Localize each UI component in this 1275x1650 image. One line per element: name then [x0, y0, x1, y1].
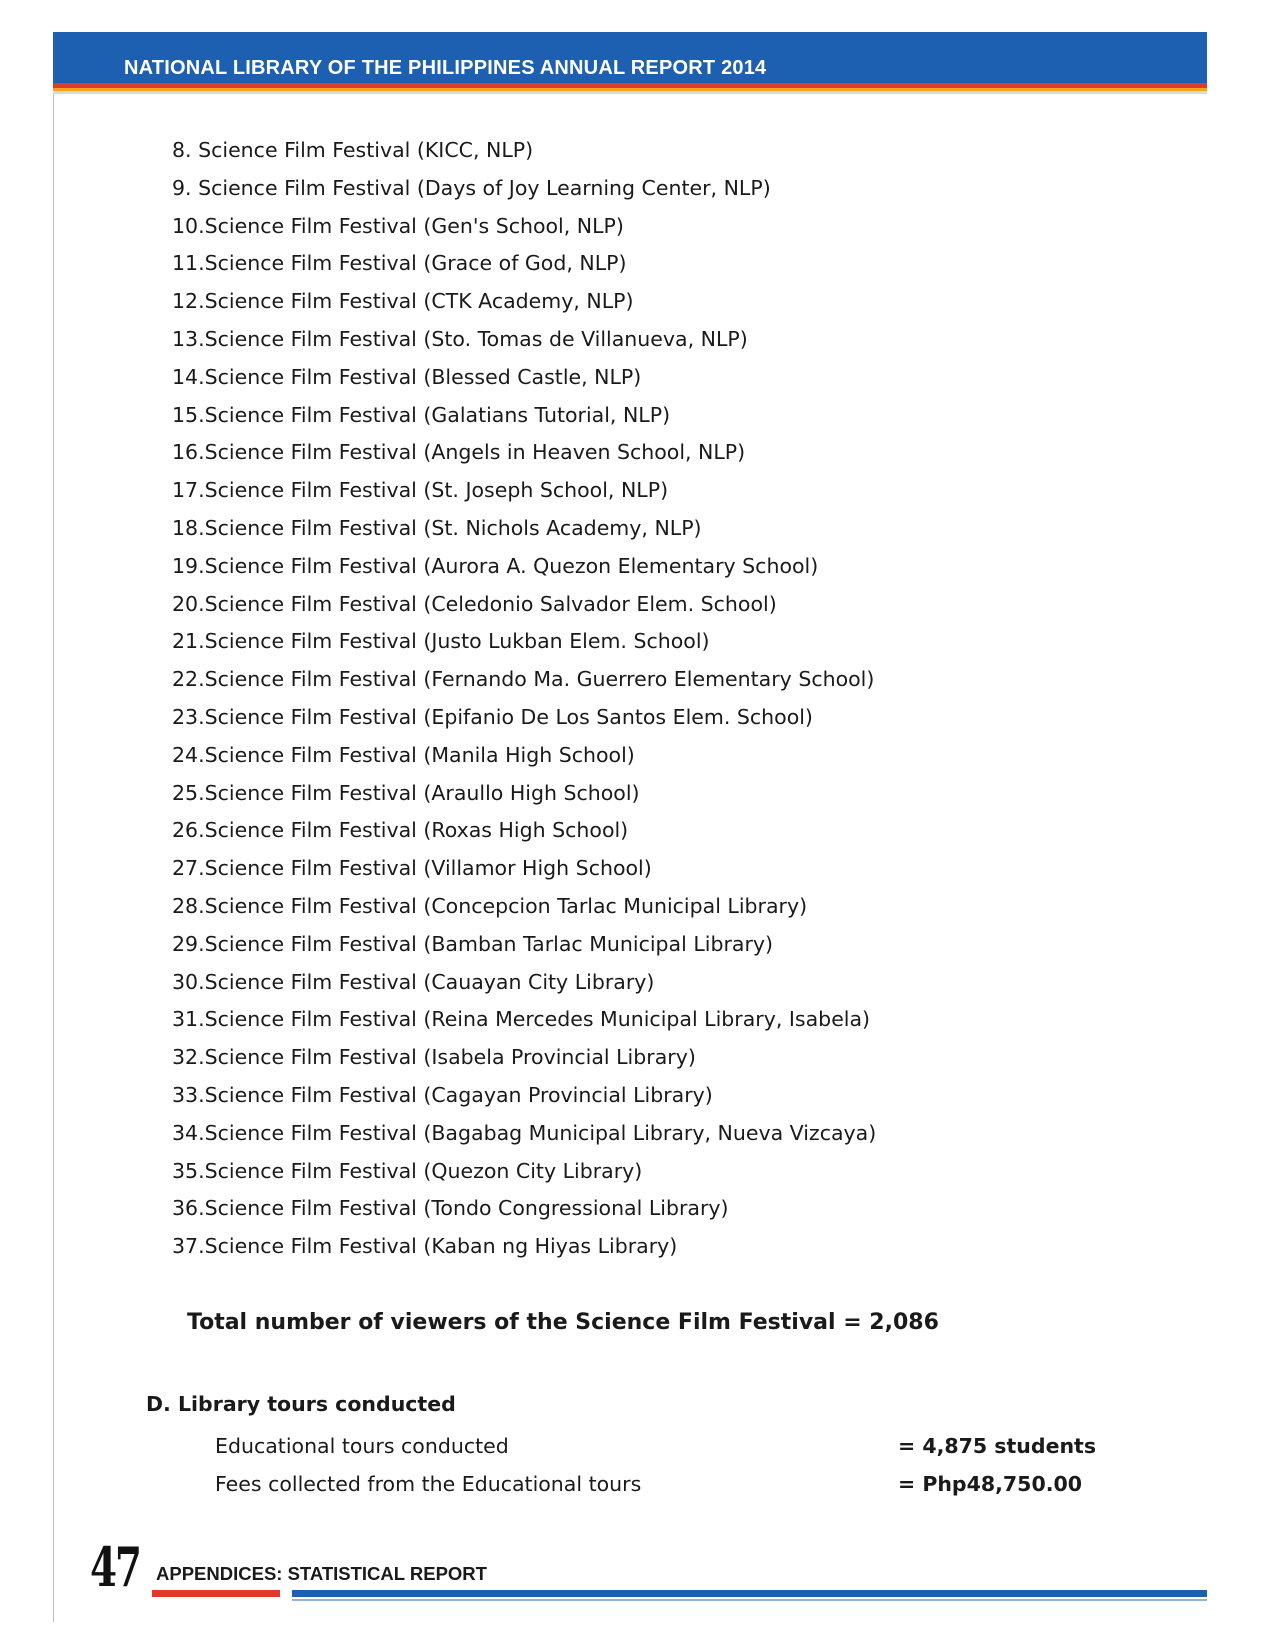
list-item — [172, 737, 876, 775]
tour-row-label: Educational tours conducted — [215, 1434, 509, 1458]
page-margin-rule — [53, 32, 54, 1622]
list-item — [172, 1077, 876, 1115]
list-item — [172, 1153, 876, 1191]
list-item-number: 12. — [172, 289, 205, 314]
list-item — [172, 926, 876, 964]
list-item-number: 24. — [172, 742, 205, 767]
list-item-text: Science Film Festival (Angels in Heaven School, NLP) — [204, 440, 746, 465]
list-item — [172, 397, 876, 435]
list-item-number: 14. — [172, 364, 205, 389]
list-item — [172, 1001, 876, 1039]
list-item-text: Science Film Festival (St. Joseph School, NLP) — [204, 478, 669, 503]
list-item — [172, 661, 876, 699]
tour-row-fees-collected — [215, 1465, 1115, 1503]
list-item-text: Science Film Festival (CTK Academy, NLP) — [204, 289, 634, 314]
list-item-number: 8. — [172, 138, 192, 162]
list-item-text: Science Film Festival (Galatians Tutorial, NLP) — [204, 402, 671, 427]
list-item — [172, 699, 876, 737]
library-tours-heading: D. Library tours conducted — [146, 1392, 456, 1416]
tour-row-value: = 4,875 students — [898, 1434, 1097, 1458]
list-item-number: 28. — [172, 893, 205, 918]
footer-red-bar — [152, 1590, 280, 1597]
footer-thin-bar — [292, 1599, 1207, 1601]
list-item-text: Science Film Festival (Celedonio Salvador Elem. School) — [204, 591, 777, 616]
page-number: 47 — [90, 1535, 140, 1599]
list-item-number: 27. — [172, 856, 205, 881]
list-item-number: 19. — [172, 553, 205, 578]
list-item-text: Science Film Festival (Fernando Ma. Guerrero Elementary School) — [204, 667, 875, 692]
list-item — [172, 1228, 876, 1266]
list-item-number: 23. — [172, 704, 205, 729]
list-item-text: Science Film Festival (Concepcion Tarlac Municipal Library) — [204, 893, 808, 918]
list-item-number: 15. — [172, 402, 205, 427]
list-item-number: 11. — [172, 251, 205, 276]
list-item — [172, 132, 876, 170]
tour-row-educational-tours — [215, 1427, 1115, 1465]
header-shadow-stripe — [53, 91, 1207, 94]
list-item — [172, 510, 876, 548]
list-item — [172, 321, 876, 359]
list-item — [172, 472, 876, 510]
list-item-number: 20. — [172, 591, 205, 616]
list-item-number: 30. — [172, 969, 205, 994]
list-item-number: 22. — [172, 667, 205, 692]
list-item-text: Science Film Festival (Gen's School, NLP) — [204, 213, 624, 238]
list-item-text: Science Film Festival (Cagayan Provincial Library) — [204, 1082, 713, 1107]
list-item-text: Science Film Festival (Justo Lukban Elem. School) — [204, 629, 710, 654]
list-item — [172, 170, 876, 208]
list-item — [172, 1115, 876, 1153]
list-item-text: Science Film Festival (Epifanio De Los Santos Elem. School) — [204, 704, 813, 729]
footer-blue-bar — [292, 1590, 1207, 1597]
list-item — [172, 964, 876, 1002]
list-item-number: 25. — [172, 780, 205, 805]
list-item-number: 9. — [172, 175, 192, 200]
list-item-text: Science Film Festival (Grace of God, NLP) — [204, 251, 627, 276]
list-item-text: Science Film Festival (Bamban Tarlac Municipal Library) — [204, 931, 774, 956]
list-item — [172, 812, 876, 850]
list-item — [172, 1190, 876, 1228]
list-item-number: 31. — [172, 1007, 205, 1032]
list-item-text: Science Film Festival (Days of Joy Learning Center, NLP) — [198, 175, 771, 200]
list-item-text: Science Film Festival (Villamor High School) — [204, 856, 652, 881]
list-item-text: Science Film Festival (Bagabag Municipal Library, Nueva Vizcaya) — [204, 1120, 877, 1145]
list-item-text: Science Film Festival (St. Nichols Academy, NLP) — [204, 515, 702, 540]
list-item-text: Science Film Festival (Tondo Congressional Library) — [204, 1196, 729, 1221]
list-item-text: Science Film Festival (Isabela Provincial Library) — [204, 1045, 696, 1070]
list-item — [172, 434, 876, 472]
festival-list — [172, 132, 876, 1266]
list-item — [172, 586, 876, 624]
list-item-text: Science Film Festival (Aurora A. Quezon Elementary School) — [204, 553, 819, 578]
list-item-text: Science Film Festival (Manila High School) — [204, 742, 635, 767]
list-item — [172, 850, 876, 888]
list-item — [172, 888, 876, 926]
list-item-text: Science Film Festival (Blessed Castle, NLP) — [204, 364, 642, 389]
list-item-text: Science Film Festival (Roxas High School) — [204, 818, 629, 843]
list-item-text: Science Film Festival (Kaban ng Hiyas Library) — [204, 1234, 678, 1259]
list-item-number: 13. — [172, 326, 205, 351]
report-header-title: NATIONAL LIBRARY OF THE PHILIPPINES ANNUAL REPORT 2014 — [124, 57, 767, 79]
list-item-number: 16. — [172, 440, 205, 465]
list-item-number: 18. — [172, 515, 205, 540]
list-item — [172, 283, 876, 321]
list-item-number: 35. — [172, 1158, 205, 1183]
list-item — [172, 548, 876, 586]
list-item — [172, 359, 876, 397]
list-item — [172, 1039, 876, 1077]
tour-row-value: = Php48,750.00 — [898, 1472, 1083, 1496]
list-item-text: Science Film Festival (Reina Mercedes Municipal Library, Isabela) — [204, 1007, 871, 1032]
list-item — [172, 245, 876, 283]
list-item-number: 10. — [172, 213, 205, 238]
list-item — [172, 623, 876, 661]
list-item-text: Science Film Festival (Sto. Tomas de Villanueva, NLP) — [204, 326, 748, 351]
list-item-number: 37. — [172, 1234, 205, 1259]
list-item-number: 26. — [172, 818, 205, 843]
list-item-text: Science Film Festival (Cauayan City Library) — [204, 969, 655, 994]
list-item-number: 21. — [172, 629, 205, 654]
list-item-number: 29. — [172, 931, 205, 956]
list-item-number: 33. — [172, 1082, 205, 1107]
list-item-number: 36. — [172, 1196, 205, 1221]
list-item-text: Science Film Festival (KICC, NLP) — [198, 138, 534, 162]
list-item-number: 32. — [172, 1045, 205, 1070]
list-item — [172, 208, 876, 246]
list-item-text: Science Film Festival (Araullo High School) — [204, 780, 640, 805]
list-item-number: 34. — [172, 1120, 205, 1145]
list-item-number: 17. — [172, 478, 205, 503]
tour-row-label: Fees collected from the Educational tours — [215, 1472, 642, 1496]
total-viewers: Total number of viewers of the Science Film Festival = 2,086 — [187, 1310, 939, 1335]
list-item — [172, 775, 876, 813]
list-item-text: Science Film Festival (Quezon City Library) — [204, 1158, 643, 1183]
footer-section-label: APPENDICES: STATISTICAL REPORT — [156, 1563, 487, 1584]
